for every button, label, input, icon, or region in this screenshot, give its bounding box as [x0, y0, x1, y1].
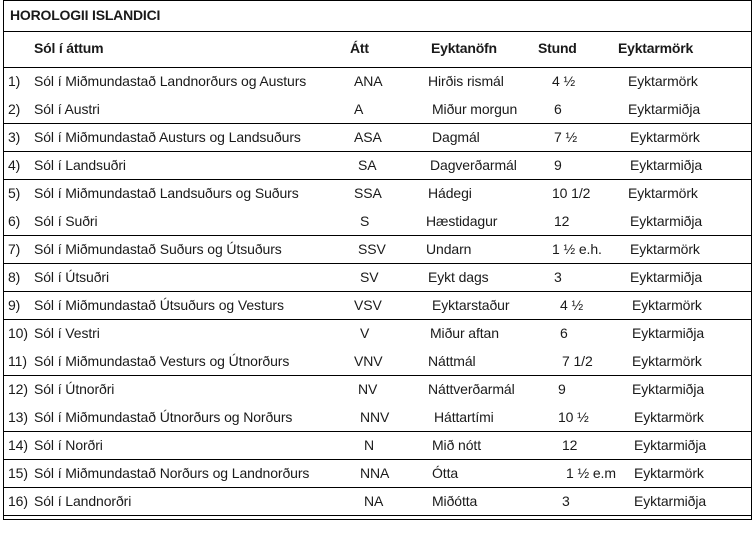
row-sun-position: Sól í Miðmundastað Útsuðurs og Vesturs — [34, 297, 284, 313]
table-row — [4, 179, 751, 207]
table-row — [4, 291, 751, 319]
table-row — [4, 319, 751, 347]
row-eykt-name: Háttartími — [434, 409, 494, 425]
header-att: Átt — [350, 40, 369, 56]
row-number: 15) — [8, 465, 28, 481]
table-row — [4, 375, 751, 403]
row-direction: ANA — [354, 73, 383, 89]
row-eykt-mark: Eyktarmörk — [630, 241, 700, 257]
row-sun-position: Sól í Miðmundastað Landsuðurs og Suðurs — [34, 185, 299, 201]
row-number: 2) — [8, 101, 21, 117]
table-row — [4, 431, 751, 459]
row-eykt-mark: Eyktarmörk — [630, 129, 700, 145]
row-hour: 3 — [554, 269, 562, 285]
row-hour: 6 — [560, 325, 568, 341]
row-number: 11) — [8, 353, 27, 369]
row-direction: NA — [364, 493, 384, 509]
row-direction: NV — [358, 381, 378, 397]
row-hour: 7 ½ — [554, 129, 578, 145]
row-direction: N — [364, 437, 375, 453]
row-sun-position: Sól í Miðmundastað Vesturs og Útnorðurs — [34, 353, 290, 369]
row-number: 6) — [8, 213, 21, 229]
header-stund: Stund — [538, 40, 577, 56]
row-number: 14) — [8, 437, 28, 453]
row-eykt-mark: Eyktarmiðja — [630, 157, 703, 173]
row-eykt-mark: Eyktarmörk — [634, 465, 704, 481]
row-direction: SV — [360, 269, 379, 285]
header-mork: Eyktarmörk — [618, 40, 694, 56]
row-hour: 10 1/2 — [552, 185, 591, 201]
header-nafn: Eyktanöfn — [431, 40, 497, 56]
row-number: 8) — [8, 269, 21, 285]
row-direction: V — [360, 325, 370, 341]
row-hour: 4 ½ — [552, 73, 576, 89]
row-number: 10) — [8, 325, 28, 341]
row-direction: S — [360, 213, 370, 229]
row-hour: 10 ½ — [558, 409, 589, 425]
row-sun-position: Sól í Miðmundastað Suðurs og Útsuðurs — [34, 241, 282, 257]
table-row — [4, 207, 751, 235]
table-row — [4, 151, 751, 179]
row-eykt-name: Miður aftan — [430, 325, 499, 341]
row-sun-position: Sól í Landnorðri — [34, 493, 132, 509]
row-direction: ASA — [354, 129, 382, 145]
row-eykt-name: Hæstidagur — [426, 213, 498, 229]
row-hour: 9 — [554, 157, 562, 173]
row-eykt-mark: Eyktarmiðja — [630, 213, 703, 229]
row-hour: 1 ½ e.m — [566, 465, 616, 481]
row-number: 5) — [8, 185, 21, 201]
row-divider — [4, 515, 751, 516]
row-eykt-name: Undarn — [426, 241, 472, 257]
table-row — [4, 459, 751, 487]
title-divider — [4, 31, 751, 32]
row-sun-position: Sól í Austri — [34, 101, 100, 117]
row-sun-position: Sól í Suðri — [34, 213, 98, 229]
row-number: 3) — [8, 129, 21, 145]
row-sun-position: Sól í Norðri — [34, 437, 103, 453]
row-eykt-mark: Eyktarmörk — [632, 353, 702, 369]
table-row — [4, 403, 751, 431]
row-hour: 6 — [554, 101, 562, 117]
row-eykt-name: Miðótta — [432, 493, 478, 509]
row-number: 16) — [8, 493, 28, 509]
row-eykt-name: Hádegi — [428, 185, 472, 201]
table-row — [4, 123, 751, 151]
row-sun-position: Sól í Miðmundastað Norðurs og Landnorðurs — [34, 465, 310, 481]
row-sun-position: Sól í Miðmundastað Austurs og Landsuðurs — [34, 129, 301, 145]
row-eykt-mark: Eyktarmiðja — [628, 101, 701, 117]
row-eykt-name: Dagverðarmál — [430, 157, 517, 173]
row-eykt-mark: Eyktarmiðja — [632, 381, 705, 397]
row-eykt-name: Eyktarstaður — [432, 297, 510, 313]
row-eykt-name: Hirðis rismál — [428, 73, 504, 89]
row-hour: 12 — [554, 213, 570, 229]
row-eykt-name: Náttverðarmál — [428, 381, 515, 397]
row-eykt-name: Miður morgun — [432, 101, 518, 117]
row-hour: 12 — [562, 437, 578, 453]
row-hour: 3 — [562, 493, 570, 509]
table-row — [4, 487, 751, 515]
table-row — [4, 347, 751, 375]
row-hour: 9 — [558, 381, 566, 397]
table-row — [4, 67, 751, 95]
row-eykt-mark: Eyktarmörk — [634, 409, 704, 425]
horologii-table — [3, 0, 752, 520]
row-eykt-name: Eykt dags — [428, 269, 489, 285]
row-sun-position: Sól í Miðmundastað Landnorðurs og Austurs — [34, 73, 307, 89]
table-row — [4, 235, 751, 263]
row-eykt-mark: Eyktarmörk — [628, 73, 698, 89]
row-eykt-name: Náttmál — [428, 353, 476, 369]
row-sun-position: Sól í Miðmundastað Útnorðurs og Norðurs — [34, 409, 293, 425]
row-eykt-mark: Eyktarmörk — [628, 185, 698, 201]
row-sun-position: Sól í Útsuðri — [34, 269, 109, 285]
row-direction: VSV — [354, 297, 382, 313]
row-direction: SA — [358, 157, 377, 173]
row-hour: 4 ½ — [560, 297, 584, 313]
row-number: 9) — [8, 297, 21, 313]
table-title: HOROLOGII ISLANDICI — [10, 7, 161, 23]
row-hour: 7 1/2 — [562, 353, 593, 369]
row-sun-position: Sól í Landsuðri — [34, 157, 126, 173]
row-eykt-name: Ótta — [432, 465, 459, 481]
row-sun-position: Sól í Vestri — [34, 325, 100, 341]
table-row — [4, 95, 751, 123]
row-direction: A — [354, 101, 364, 117]
header-sol: Sól í áttum — [34, 40, 104, 56]
row-sun-position: Sól í Útnorðri — [34, 381, 115, 397]
row-eykt-name: Dagmál — [432, 129, 480, 145]
row-eykt-name: Mið nótt — [432, 437, 481, 453]
row-direction: NNA — [360, 465, 390, 481]
row-number: 1) — [8, 73, 21, 89]
row-eykt-mark: Eyktarmiðja — [632, 325, 705, 341]
row-eykt-mark: Eyktarmiðja — [630, 269, 703, 285]
row-number: 7) — [8, 241, 21, 257]
row-number: 13) — [8, 409, 28, 425]
row-number: 12) — [8, 381, 28, 397]
row-eykt-mark: Eyktarmiðja — [634, 437, 707, 453]
row-eykt-mark: Eyktarmiðja — [634, 493, 707, 509]
row-number: 4) — [8, 157, 21, 173]
row-direction: NNV — [360, 409, 390, 425]
row-direction: VNV — [354, 353, 383, 369]
row-direction: SSA — [354, 185, 382, 201]
table-row — [4, 263, 751, 291]
row-direction: SSV — [358, 241, 386, 257]
row-eykt-mark: Eyktarmörk — [632, 297, 702, 313]
row-hour: 1 ½ e.h. — [552, 241, 602, 257]
